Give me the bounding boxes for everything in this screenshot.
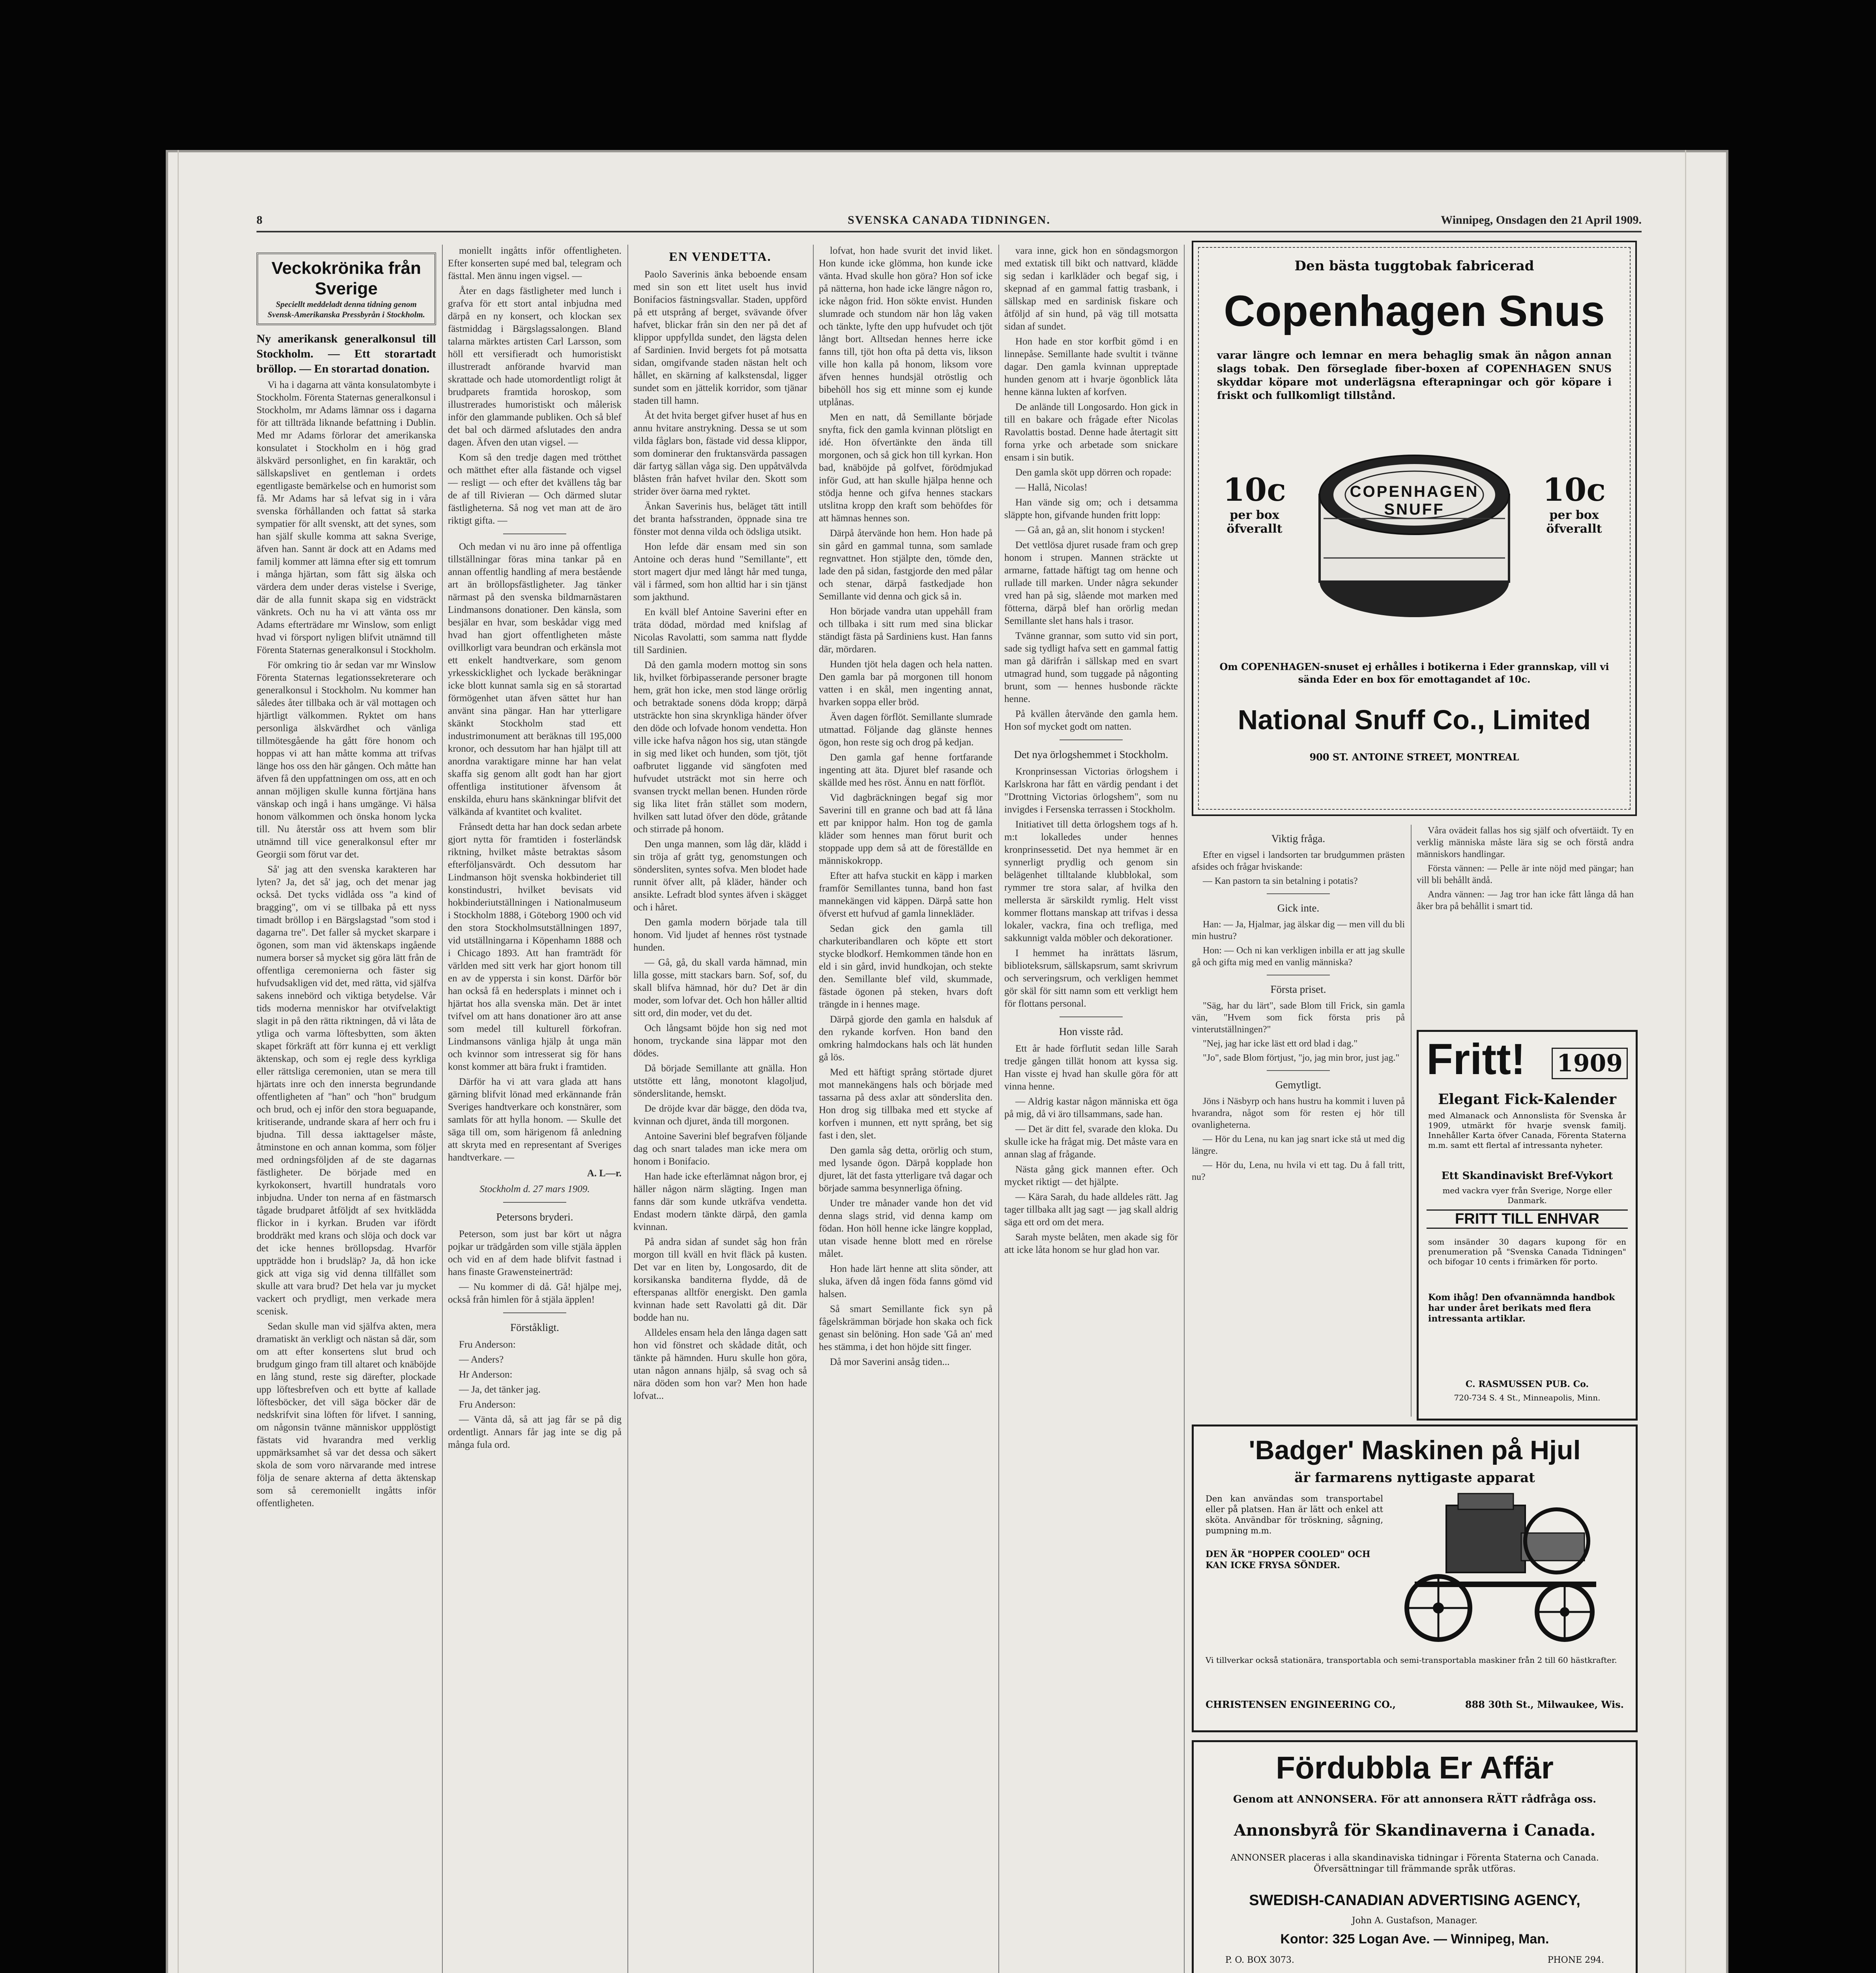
paragraph: Under tre månader vande hon det vid denna slags strid, vid denna kamp om födan. Hon höll henne icke längre kopplad, utan visade henne blott med en rörelse målet. <box>819 1198 992 1259</box>
badger-engine-ad <box>1192 1425 1638 1732</box>
paragraph: Våra ovädeit fallas hos sig själf och ofvertäidt. Ty en verklig människa måste lära sig se och förstå andra människors handlingar. <box>1417 826 1634 859</box>
paragraph: Och medan vi nu äro inne på offentliga tillställningar föras mina tankar på en annan offentlig handling af mera bestående art än bröllopsfästligheter. Jag tänker närmast på den svenska bildmarnästaren Lindmansons donationer. Den känsla, som besjälar en hvar, som beskådar vigg med hvad han gjort offentligheten måste ovillkorligt vara beundran och erkänsla mot ett enkelt handtverkare, som genom yrkesskicklighet och lyckade beräkningar icke blott kunnat samla sig en så storartad förmögenhet utan äfven sättet hur han använt sina pängar. Han har ytterligare skänkt Stockholm stad ett industrimonument att beräknas till 195,000 kronor, och dessutom har han hjälpt till att anordna varaktigare minne har han velat skaffa sig genom allt godt han har gjort offentliga institutioner äfvensom åt enskilda, ehuru hans skänkningar blifvit det välkända af kvantitet och kvalitet. <box>448 541 622 817</box>
paragraph: Fru Anderson: <box>459 1399 516 1410</box>
price: 10c <box>1223 471 1286 508</box>
chronicle-subtitle: Speciellt meddeladt denna tidning genom Svensk-Amerikanska Pressbyrån i Stockholm. <box>267 300 425 319</box>
paragraph: Sarah myste belåten, men akade sig för att icke låta honom se hur glad hon var. <box>1004 1232 1178 1255</box>
snus-description: varar längre och lemnar en mera behaglig smak än någon annan slags tobak. Den förseglade fiber-boxen af COPENHAGEN SNUS skyddar köpare mot underlägsna efterapningar och gör köpare i friskt och fullkomligt tillstånd. <box>1217 350 1612 402</box>
paragraph: — Hallå, Nicolas! <box>1015 482 1088 493</box>
story-title: Första priset. <box>1270 983 1326 995</box>
scan-artifact <box>1685 150 1686 1973</box>
paragraph: Därpå gjorde den gamla en halsduk af den rykande korfven. Hon band den omkring halmdockans hals och lät hunden gå lös. <box>819 1014 992 1063</box>
price-unit: per box <box>1549 508 1599 522</box>
paragraph: "Säg, har du lärt", sade Blom till Frick, sin gamla vän, "Hvem som fick första pris på vinterutställningen?" <box>1192 1001 1405 1035</box>
snus-tagline: Den bästa tuggtobak fabricerad <box>1294 258 1534 274</box>
paragraph: Efter att hafva stuckit en käpp i marken framför Semillantes tunna, band hon fast mannekängen vid käppen. Därpå satte hon öfverst ett hufvud af gamla linnekläder. <box>819 870 992 919</box>
paragraph: moniellt ingåtts inför offentligheten. Efter konserten supé med bal, telegram och fästtal. Men ännu ingen vigsel. — <box>448 245 622 281</box>
fordubbla-line3: ANNONSER placeras i alla skandinaviska tidningar i Förenta Staterna och Canada. Öfversättningar till främmande språk utföras. <box>1230 1853 1599 1874</box>
paragraph: Paolo Saverinis änka beboende ensam med sin son ett litet uselt hus invid Bonifacios fästningsvallar. Staden, uppförd på ett utsprång af berget, svävande öfver hafvet, blickar från sin den ner på det af klippor uppfyllda sundet, den lägsta delen af Sardinien. Invid bergets fot på motsatta sidan, omgifvande staden nästan helt och hållet, en skärning af kalkstensdal, ligger sundet som en jättelik korridor, som tjänar staden till hamn. <box>633 269 807 406</box>
paragraph: Därpå återvände hon hem. Hon hade på sin gård en gammal tunna, som samlade regnvattnet. Hon stjälpte den, tömde den, lade den på sidan, fastgjorde den med pålar och stenar, därpå fastkedjade hon Semillante vid denna och gick så in. <box>819 528 992 602</box>
paragraph: Det vettlösa djuret rusade fram och grep honom i strupen. Mannen sträckte ut armarne, fattade häftigt tag om henne och rullade till marken. Under några sekunder vred han på sig, slående mot marken med fötterna, därpå blef han orörlig medan Semillante slet hans hals i trasor. <box>1004 540 1178 626</box>
fritt-reminder: Kom ihåg! Den ofvannämnda handbok har under året berikats med flera intressanta artiklar. <box>1428 1292 1615 1324</box>
paragraph: — Hör du Lena, nu kan jag snart icke stå ut med dig längre. <box>1192 1134 1405 1156</box>
fordubbla-advertising-ad <box>1192 1740 1638 1973</box>
issue-date: Winnipeg, Onsdagen den 21 April 1909. <box>1441 213 1642 227</box>
snuff-tin-illustration <box>1308 432 1521 637</box>
fordubbla-phone: PHONE 294. <box>1547 1955 1604 1965</box>
paragraph: Då mor Saverini ansåg tiden... <box>830 1357 950 1367</box>
paragraph: Frånsedt detta har han dock sedan arbete gjort nytta för framtiden i fosterländsk riktning, hvilket måste betraktas såsom efterföljansvärdt. Och dessutom har Lindmanson höjt svenska hokbinderiet till konstindustri, hvilket bevisats vid hokbinderiutställningen i Nationalmuseum i Stockholm 1888, i Göteborg 1900 och vid den stora Stockholmsutställningen 1897, vid utställningarna i Köpenhamn 1888 och i Chicago 1893. Att han framträdt för världen med sitt verk har gjort honom till en av de yppersta i sin konst. Därför bör han också få en hedersplats i minnet och i hjärtat hos alla svenska män. Det är intet tvifvel om att hans donationer äro att anse som medel till kulturell förkofran. Lindmansons vänliga hjälp åt unga män och kvinnor som intresserat sig för hans konst kommer att bära frukt i framtiden. <box>448 822 622 1072</box>
chronicle-title: Veckokrönika från Sverige <box>271 258 421 298</box>
fordubbla-office: Kontor: 325 Logan Ave. — Winnipeg, Man. <box>1280 1932 1549 1947</box>
paragraph: Då började Semillante att gnälla. Hon utstötte ett lång, monotont klagoljud, sönderslitande, hemskt. <box>633 1063 807 1099</box>
paragraph: Andra vännen: — Jag tror han icke fått långa då han åker bra på behållit i smart tid. <box>1417 889 1634 912</box>
paragraph: Antoine Saverini blef begrafven följande dag och snart talades man icke mera om honom i Bonifacio. <box>633 1131 807 1167</box>
paragraph: Tvänne grannar, som sutto vid sin port, sade sig tydligt hafva sett en gammal fattig man gå därifrån i sällskap med en svart utmagrad hund, som tuggade på någonting brunt, som — hennes husbonde räckte henne. <box>1004 631 1178 704</box>
fordubbla-title: Fördubbla Er Affär <box>1276 1750 1554 1785</box>
column-rule <box>442 245 443 1973</box>
paragraph: Ett år hade förflutit sedan lille Sarah tredje gången tillät honom att kyssa sig. Han visste ej hvad han skulle göra för att vinna henne. <box>1004 1043 1178 1092</box>
paragraph: Hon hade lärt henne att slita sönder, att sluka, äfven då ingen föda fanns gömd vid halsen. <box>819 1264 992 1299</box>
badger-address: 888 30th St., Milwaukee, Wis. <box>1465 1699 1624 1710</box>
paper-name: SVENSKA CANADA TIDNINGEN. <box>848 213 1050 227</box>
paragraph: Första vännen: — Pelle är inte nöjd med pängar; han vill bli behållt ändå. <box>1417 863 1634 885</box>
badger-body: Den kan användas som transportabel eller på platsen. Han är lätt och enkel att sköta. Användbar för tröskning, sågning, pumpning m.m. <box>1206 1494 1383 1535</box>
fordubbla-manager: John A. Gustafson, Manager. <box>1352 1916 1478 1926</box>
fordubbla-company: SWEDISH-CANADIAN ADVERTISING AGENCY, <box>1249 1892 1580 1909</box>
paragraph: Hon lefde där ensam med sin son Antoine och deras hund "Semillante", ett stort magert djur med långt hår med tunga, väl i fårmed, som hon alltid har i sin tjänst som jakthund. <box>633 541 807 603</box>
fritt-body2: med vackra vyer från Sverige, Norge eller Danmark. <box>1442 1186 1612 1205</box>
paragraph: Hon: — Och ni kan verkligen inbilla er att jag skulle gå och gifta mig med en vanlig människa? <box>1192 945 1405 968</box>
page-number: 8 <box>256 213 262 227</box>
fritt-body: med Almanack och Annonslista för Svenska år 1909, utmärkt för hvarje svensk familj. Innehåller Karta öfver Canada, Förenta Staterna m.m. samt ett flertal af intressanta nyheter. <box>1428 1111 1626 1150</box>
paragraph: Därför ha vi att vara glada att hans gärning blifvit lönad med erkännande från Sveriges handtverkare och konstnärer, som samlats för att hylla honom. — Skulle det säga till om, som härigenom få anledning att skryta med en representant af Sveriges handtverkare. — <box>448 1076 622 1163</box>
story-title: Gemytligt. <box>1275 1079 1322 1091</box>
paragraph: — Aldrig kastar någon människa ett öga på mig, då vi äro tillsammans, sade han. <box>1004 1096 1178 1119</box>
fordubbla-line2: Annonsbyrå för Skandinaverna i Canada. <box>1234 1821 1596 1840</box>
paragraph: — Kan pastorn ta sin betalning i potatis? <box>1203 876 1358 886</box>
paragraph: Jöns i Näsbyrp och hans hustru ha kommit i luven på hvarandra, något som för resten ej hör till ovanligheterna. <box>1192 1096 1405 1130</box>
paragraph: Den gamla modern började tala till honom. Vid ljudet af hennes röst tystnade hunden. <box>633 917 807 953</box>
tin-label: COPENHAGEN SNUFF <box>1350 483 1479 518</box>
snus-order-text: Om COPENHAGEN-snuset ej erhålles i botikerna i Eder grannskap, vill vi sända Eder en box för emottagandet af 10c. <box>1219 661 1609 685</box>
column-1 <box>256 245 436 1973</box>
section-divider <box>1060 1016 1123 1017</box>
story-title: Förståkligt. <box>510 1322 559 1333</box>
badger-title: 'Badger' Maskinen på Hjul <box>1249 1435 1581 1465</box>
price: 10c <box>1542 471 1606 508</box>
column-rule <box>627 245 628 1973</box>
column-rule <box>998 245 999 1973</box>
column-rule <box>1184 245 1185 1973</box>
badger-feature: DEN ÄR "HOPPER COOLED" OCH KAN ICKE FRYSA SÖNDER. <box>1206 1549 1370 1571</box>
paragraph: Initiativet till detta örlogshem togs af h. m:t lokalledes under hennes kronprinsessetid. Det nya hemmet är en synnerligt prydlig och genom sin belägenhet tilltalande klubblokal, som rymmer tre stora salar, af hvilka den mellersta är särskildt rymlig. Helt visst kommer flottans manskap att trifvas i dessa lokaler, vackra, fina och trefliga, med sakkunnigt valda möbler och dekorationer. <box>1004 819 1178 943</box>
paragraph: Åt det hvita berget gifver huset af hus en annu hvitare anstrykning. Dessa se ut som vilda fåglars bon, fästade vid dessa klippor, som dominerar den fruktansvärda passagen där fartyg sällan våga sig. Den uppåtvälvda blåsten från hafvet hvilar den. Skott som strider över öarna med ryktet. <box>633 410 807 497</box>
paragraph: — Det är ditt fel, svarade den kloka. Du skulle icke ha frågat mig. Det måste vara en annan slag af frågande. <box>1004 1124 1178 1160</box>
paragraph: Vi ha i dagarna att vänta konsulatombyte i Stockholm. Förenta Staternas generalkonsul i Stockholm, mr Adams lämnar oss i dagarna för att tillträda liknande befattning i Dublin. Med mr Adams förlorar det amerikanska konsulatet i Stockholm en i hög grad älskvärd personlighet, en fin karaktär, och sällskapslivet en gentleman i ordets egentligaste bemärkelse och en humorist som få. Mr Adams har så lefvat sig in i våra svenska förhållanden och fattat så starka sympatier för allt svenskt, att det synes, som han själf skulle komma att sakna Sverige, äfven han. Sannt är dock att en Adams med familj kommer att lämna efter sig ett tomrum i många hjärtan, som fått sig älska och värdera dem under deras vistelse i Sverige, där de alla funnit skapa sig en vidsträckt vänkrets. Och nu ha vi att vänta oss mr Adams efterträdare mr Winslow, som enligt hvad vi försport nyligen blifvit utnämnd till Förenta Staternas generalkonsul i Stockholm. <box>256 380 436 655</box>
price-scope: öfverallt <box>1226 522 1282 536</box>
column-4 <box>819 245 992 1973</box>
paragraph: Den gamla sköt upp dörren och ropade: <box>1015 467 1172 478</box>
price-left <box>1209 471 1300 536</box>
story-title: Hon visste råd. <box>1059 1026 1123 1037</box>
paragraph: De dröjde kvar där bägge, den döda tva, kvinnan och djuret, ända till morgonen. <box>633 1103 807 1127</box>
snus-company: National Snuff Co., Limited <box>1238 704 1591 735</box>
story-title: Petersons bryderi. <box>496 1211 573 1223</box>
engine-illustration <box>1391 1490 1620 1647</box>
paragraph: "Nej, jag har icke läst ett ord blad i dag." <box>1203 1039 1358 1049</box>
paragraph: Så smart Semillante fick syn på fågelskrämman började hon skaka och fick genast sin belöning. Hon sade 'Gå an' med hes stämma, i det hon höjde sitt finger. <box>819 1304 992 1352</box>
paragraph: Nästa gång gick mannen efter. Och mycket riktigt — det hjälpte. <box>1004 1164 1178 1187</box>
fritt-offer: FRITT TILL ENHVAR <box>1427 1209 1628 1229</box>
paragraph: Han vände sig om; och i detsamma släppte hon, gifvande hunden fritt lopp: <box>1004 497 1178 520</box>
column-2 <box>448 245 622 1973</box>
column-5 <box>1004 245 1178 1973</box>
paragraph: Kronprinsessan Victorias örlogshem i Karlskrona har fått en värdig pendant i det "Drottning Victorias örlogshem", som nu invigdes i Fersenska terrassen i Stockholm. <box>1004 766 1178 815</box>
column-3 <box>633 245 807 1973</box>
story-title: Det nya örlogshemmet i Stockholm. <box>1014 749 1168 760</box>
paragraph: Men en natt, då Semillante började snyfta, fick den gamla kvinnan plötsligt en idé. Hon öfvertänkte den ända till morgonen, och så gick hon till kyrkan. Hon bad, knäböjde på golfvet, förödmjukad inför Gud, att han skulle hjälpa henne och stödja henne och gifva hennes stackars utslitna kropp den kraft som behöfdes för att hämnas hennes son. <box>819 412 992 524</box>
paragraph: Även dagen förflöt. Semillante slumrade utmattad. Följande dag glänste hennes ögon, hon reste sig och drog på kedjan. <box>819 712 992 748</box>
paragraph: Hunden tjöt hela dagen och hela natten. Den gamla bar på morgonen till honom vatten i en skål, men ingenting annat, hvarken soppa eller bröd. <box>819 659 992 708</box>
story-headline: Ny amerikansk generalkonsul till Stockholm. — Ett storartadt bröllop. — En storartad donation. <box>256 332 436 375</box>
newspaper-page <box>166 150 1728 1973</box>
paragraph: — Gå, gå, du skall varda hämnad, min lilla gosse, mitt stackars barn. Sof, sof, du skall blifva hämnad, hör du? Det är din moder, som lofvar det. Och hon håller alltid sitt ord, din moder, vet du det. <box>633 957 807 1018</box>
paragraph: På kvällen återvände den gamla hem. Hon sof mycket godt om natten. <box>1004 709 1178 732</box>
price-right <box>1529 471 1620 536</box>
fritt-headline: Fritt! <box>1427 1035 1526 1084</box>
badger-body2: Vi tillverkar också stationära, transportabla och semi-transportabla maskiner från 2 till 60 hästkrafter. <box>1206 1655 1617 1665</box>
paragraph: Med ett häftigt språng störtade djuret mot mannekängens hals och började med tassarna på dess axlar att sönderslita den. Hon drog sig tillbaka med ett stycke af korfven i munnen, ett nytt språng, bet sig fast i den, slet. <box>819 1067 992 1141</box>
fritt-company: C. RASMUSSEN PUB. Co. <box>1465 1379 1589 1389</box>
fritt-address: 720-734 S. 4 St., Minneapolis, Minn. <box>1454 1393 1601 1402</box>
badger-company: CHRISTENSEN ENGINEERING CO., <box>1206 1699 1396 1710</box>
section-divider <box>1267 1070 1330 1071</box>
paragraph: Han: — Ja, Hjalmar, jag älskar dig — men vill du bli min hustru? <box>1192 919 1405 942</box>
section-divider <box>1060 739 1123 740</box>
fritt-year: 1909 <box>1552 1048 1628 1079</box>
paragraph: Då den gamla modern mottog sin sons lik, hvilket förbipasserande personer bragte hem, grät hon icke, men stod länge orörlig och betraktade sonens döda kropp; därpå utsträckte hon sina skrynkliga händer öfver den döde och lofvade honom vendetta. Hon ville icke hafva någon hos sig, utan stängde in sig med liket och hunden, som tjöt, tjöt oafbrutet liggande vid sängfoten med hufvudet utsträckt mot sin herre och svansen tryckt mellan benen. Hunden rörde sig lika litet från stället som modern, hvilken satt lutad öfver den döde, gråtande och stirrade på honom. <box>633 660 807 835</box>
paragraph: Hon hade en stor korfbit gömd i en linnepåse. Semillante hade svultit i tvänne dagar. Den gamla kvinnan uppreptade hunden genom att i hvarje ögonblick låta henne känna lukten af korfven. <box>1004 336 1178 397</box>
snus-address: 900 ST. ANTOINE STREET, MONTREAL <box>1309 751 1519 763</box>
fordubbla-pobox: P. O. BOX 3073. <box>1225 1955 1294 1965</box>
paragraph: — Anders? <box>459 1354 504 1365</box>
paragraph: I hemmet ha inrättats läsrum, biblioteksrum, sällskapsrum, samt skrivrum och serveringsrum, och verkligen hemmet gör skäl för sitt namn som ett verkligt hem för flottans personal. <box>1004 948 1178 1009</box>
paragraph: Efter en vigsel i landsorten tar brudgummen prästen afsides och frågar hviskande: <box>1192 850 1405 872</box>
copenhagen-snus-ad <box>1192 241 1637 816</box>
scan-artifact <box>178 150 179 1973</box>
section-divider <box>503 1312 566 1313</box>
paragraph: Åter en dags fästligheter med lunch i grafva för ett stort antal inbjudna med därpå en ny konsert, och klockan sex fästmiddag i Bärgslagssalongen. Bland talarna märktes artisten Carl Larsson, som höll ett versifieradt och humoristiskt illustreradt anförande hvarvid man skrattade och hade utomordentligt roligt åt brudparets framtida horoskop, som illustrerades humoristiskt och målerisk inför den glammande publiken. Och så blef det bal och därmed afslutades den andra dagen. Äfven den utan vigsel. — <box>448 286 622 448</box>
paragraph: Kom så den tredje dagen med trötthet och mätthet efter alla fästande och vigsel — resligt — och efter det kvällens tåg bar de af till Rivieran — Och därmed slutar fästligheterna. Så nog vet man att de äro riktigt gifta. — <box>448 452 622 526</box>
paragraph: Den gamla såg detta, orörlig och stum, med lysande ögon. Därpå kopplade hon djuret, lät det fasta ytterligare två dagar och började samma besynnerliga öfning. <box>819 1145 992 1194</box>
paragraph: — Ja, det tänker jag. <box>459 1384 541 1395</box>
paragraph: Änkan Saverinis hus, beläget tätt intill det branta hafsstranden, öppnade sina tre fönster mot denna vilda och ödsliga utsikt. <box>633 501 807 537</box>
masthead-rule <box>256 231 1642 232</box>
column-6 <box>1192 825 1405 1417</box>
paragraph: Alldeles ensam hela den långa dagen satt hon vid fönstret och skådade ditåt, och tänkte på hämnden. Huru skulle hon göra, utan någon annans hjälp, så svag och så nära döden som hon var? Men hon hade lofvat... <box>633 1327 807 1401</box>
paragraph: En kväll blef Antoine Saverini efter en träta dödad, mördad med knifslag af Nicolas Ravolatti, som samma natt flydde till Sardinien. <box>633 607 807 655</box>
paragraph: Vid dagbräckningen begaf sig mor Saverini till en granne och bad att få låna ett par knippor halm. Hon tog de gamla kläder som hennes man förut burit och stoppade upp dem så att de föreställde en människokropp. <box>819 792 992 866</box>
section-divider <box>503 1202 566 1203</box>
dateline: Stockholm d. 27 mars 1909. <box>479 1184 590 1194</box>
snus-brand: Copenhagen Snus <box>1224 287 1605 335</box>
price-unit: per box <box>1230 508 1279 522</box>
paragraph: Fru Anderson: <box>459 1339 516 1350</box>
story-title: EN VENDETTA. <box>669 249 771 264</box>
section-divider <box>503 533 566 534</box>
paragraph: För omkring tio år sedan var mr Winslow Förenta Staternas legationssekreterare och generalkonsul i Stockholm. Nu kommer han således åter tillbaka och är väl mottagen och hjärtligt välkommen. Ryktet om hans personliga älskvärdhet och vänliga tillmötesgående ha gått före honom och hoppas vi att han måtte komma att trifvas länge hos oss den här gången. Och måtte han äfven få den uppfattningen om oss, att en och annan möjligen skulle kunna förtjäna hans vänskap och ingå i hans umgänge. Vi hälsa honom välkommen och önska honom lycka till. Nu återstår oss att hvem som blir utnämnd till vice generalkonsul efter mr Georgii som förut var det. <box>256 660 436 860</box>
paragraph: — Nu kommer di då. Gå! hjälpe mej, också från himlen för å stjäla äpplen! <box>448 1282 622 1305</box>
paragraph: — Kära Sarah, du hade alldeles rätt. Jag tager tillbaka allt jag sagt — jag skall aldrig säga ett ord om det mera. <box>1004 1192 1178 1228</box>
fritt-title: Elegant Fick-Kalender <box>1438 1091 1616 1108</box>
masthead <box>256 211 1642 231</box>
paragraph: Så' jag att den svenska karakteren har lyten? Ja, det så' jag, och det menar jag också. Det tycks vidlåda oss "a kind of bragging", om vi se tillbaka på ett nyss timadt bröllop i en Bärgslagstad "som stod i dagarna tre". Det faller så mycket skarpare i ögonen, som man vid äktenskaps ingående numera borser så mycket sig göra lätt från de offentliga ceremonierna och fäster sig hufvudsakligen vid det, med rätta, vid själfva sakens innebörd och viktiga betydelse. Vår tids moderna menniskor har otvifvelaktigt slagit in på den rätta riktningen, då vi låta de ytliga och varma löftesbytten, som äkten skapet förkräft att förr kunna ej ett verkligt äktenskap, och som ej regle dess kyrkliga eller rättsliga ceremonien, utan se mera till hjärtats inre och den innersta begrundande offentligheten af "han" och "hon" brudgum och brud, och ej inför den stora beguapande, kritiserande, undrande skara af herr och fru i bjudna. Till dessa iakttagelser måste, åtminstone en och annan komma, som följer med ordningsföljden af de ste dagarnas fästligheter. De började med en kyrkokonsert, hvartill hundratals voro inbjudna. Under ton nerna af en fästmarsch tågade brudparet åtföljdt af sex hvitklädda flickor in i kyrkan. Bruden var ifördt broddräkt med krans och slöja och dock var det icke hennes bröllopsdag. Hvarför uppträdde hon i brudsläp? Ja, då hon icke gick att viga sig vid denna tillfället som skulle att vara brud? Det hela var ju mycket vackert och prydligt, men verkade mera scenisk. <box>256 864 436 1317</box>
paragraph: — Gå an, gå an, slit honom i stycken! <box>1015 525 1165 535</box>
paragraph: Peterson, som just bar kört ut några pojkar ur trädgården som ville stjäla äpplen och vid en af dem hade blifvit fastnad i hans finaste Grawensteinerträd: <box>448 1229 622 1277</box>
paragraph: — Vänta då, så att jag får se på dig ordentligt. Annars får jag inte se dig på många fula ord. <box>448 1414 622 1450</box>
fritt-body3: som insänder 30 dagars kupong för en prenumeration på "Svenska Canada Tidningen" och bifogar 10 cents i frimärken för porto. <box>1428 1237 1626 1266</box>
paragraph: "Jo", sade Blom förtjust, "jo, jag min bror, just jag." <box>1203 1053 1400 1063</box>
badger-subtitle: är farmarens nyttigaste apparat <box>1294 1470 1535 1486</box>
signature: A. L—r. <box>587 1168 622 1179</box>
story-title: Viktig fråga. <box>1271 833 1326 844</box>
paragraph: — Hör du, Lena, nu hvila vi ett tag. Du å fall tritt, nu? <box>1192 1160 1405 1182</box>
price-scope: öfverallt <box>1546 522 1602 536</box>
column-rule <box>813 245 814 1973</box>
paragraph: vara inne, gick hon en söndagsmorgon med extatisk till bikt och nattvard, klädde sig sedan i karlkläder och begaf sig, i skepnad af en gammal fattig trasbank, i sällskap med en sardinisk fiskare och åtföljd af sin hund, på väg till motsatta sidan af sundet. <box>1004 245 1178 332</box>
paragraph: lofvat, hon hade svurit det invid liket. Hon kunde icke glömma, hon kunde icke vänta. Hvad skulle hon göra? Hon sof icke på nätterna, hon hade icke längre någon ro, icke någon frid. Hon sökte envist. Hunden slumrade och stundom när hon låg vaken och tänkte, lyfte den upp hufvudet och tjöt långt bort. Alltsedan hennes herre icke fanns till, tjöt hon ofta på detta vis, likson ville hon kalla på honom, liksom vore äfven hennes hundsjäl otröstlig och bibehöll hos sig ett minne som ej kunde utplånas. <box>819 245 992 408</box>
paragraph: Och långsamt böjde hon sig ned mot honom, tryckande sina läppar mot den dödes. <box>633 1023 807 1059</box>
paragraph: På andra sidan af sundet såg hon från morgon till kväll en hvit fläck på kusten. Det var en liten by, Longosardo, dit de korsikanska banditerna flydde, då de efterspanas alltför energiskt. Den gamla kvinnan hade sett Ravolatti gå dit. Där bodde han nu. <box>633 1237 807 1323</box>
paragraph: Sedan skulle man vid själfva akten, mera dramatiskt än verkligt och nästan så där, som om att efter konsertens slut brud och brudgum gingo fram till altaret och knäböjde en lång stund, reste sig därefter, plockade upp löftesbrefven och ett bytte af kallade löftesböcker, det vill säga böcker där de nedskrifvit sina löften för lifvet. I sanning, om någonsin tvänne människor uppplöstigt fästats vid hvarandra med verklig uppmärksamhet så var det dessa och säkert skola de som voro närvarande med intrese följa de senare akterna af detta äktenskap som så ceremoniellt ingåtts inför offentligheten. <box>256 1321 436 1509</box>
paragraph: Hr Anderson: <box>459 1369 513 1380</box>
chronicle-header-box <box>256 253 436 325</box>
paragraph: De anlände till Longosardo. Hon gick in till en bakare och frågade efter Nicolas Ravolattis bostad. Denne hade återtagit sitt forna yrke och arbetade som snickare ensam i sin butik. <box>1004 402 1178 463</box>
paragraph: Den gamla gaf henne fortfarande ingenting att äta. Djuret blef rasande och skällde med hes röst. Ännu en natt förflöt. <box>819 752 992 788</box>
paragraph: Den unga mannen, som låg där, klädd i sin tröja af grått tyg, genomstungen och söndersliten, syntes sofva. Men blodet hade runnit öfver allt, på kläder, händer och ansikte. Lefradt blod syntes äfven i skägget och i håret. <box>633 839 807 913</box>
story-title: Gick inte. <box>1277 902 1320 914</box>
column-7 <box>1417 825 1634 1022</box>
paragraph: Sedan gick den gamla till charkuteribandlaren och köpte ett stort stycke blodkorf. Hemkommen tände hon en eld i sin gård, invid hundkojan, och stekte den. Semillante blef vild, skummade, fästade ögonen på steken, hvars doft trängde in i hennes mage. <box>819 923 992 1010</box>
fordubbla-line1: Genom att ANNONSERA. För att annonsera RÄTT rådfråga oss. <box>1233 1793 1597 1805</box>
fritt-subtitle: Ett Skandinaviskt Bref-Vykort <box>1441 1170 1613 1182</box>
section-divider <box>1267 893 1330 894</box>
fritt-calendar-ad <box>1417 1030 1638 1421</box>
paragraph: Hon började vandra utan uppehåll fram och tillbaka i sitt rum med sina blickar ständigt fästa på Sardiniens kust. Han fanns där, mördaren. <box>819 606 992 655</box>
paragraph: Han hade icke efterlämnat någon bror, ej häller någon närm slägting. Ingen man fanns där som kunde utkräfva vendetta. Endast modern tänkte därpå, den gamla kvinnan. <box>633 1171 807 1232</box>
column-rule <box>1411 825 1412 1417</box>
